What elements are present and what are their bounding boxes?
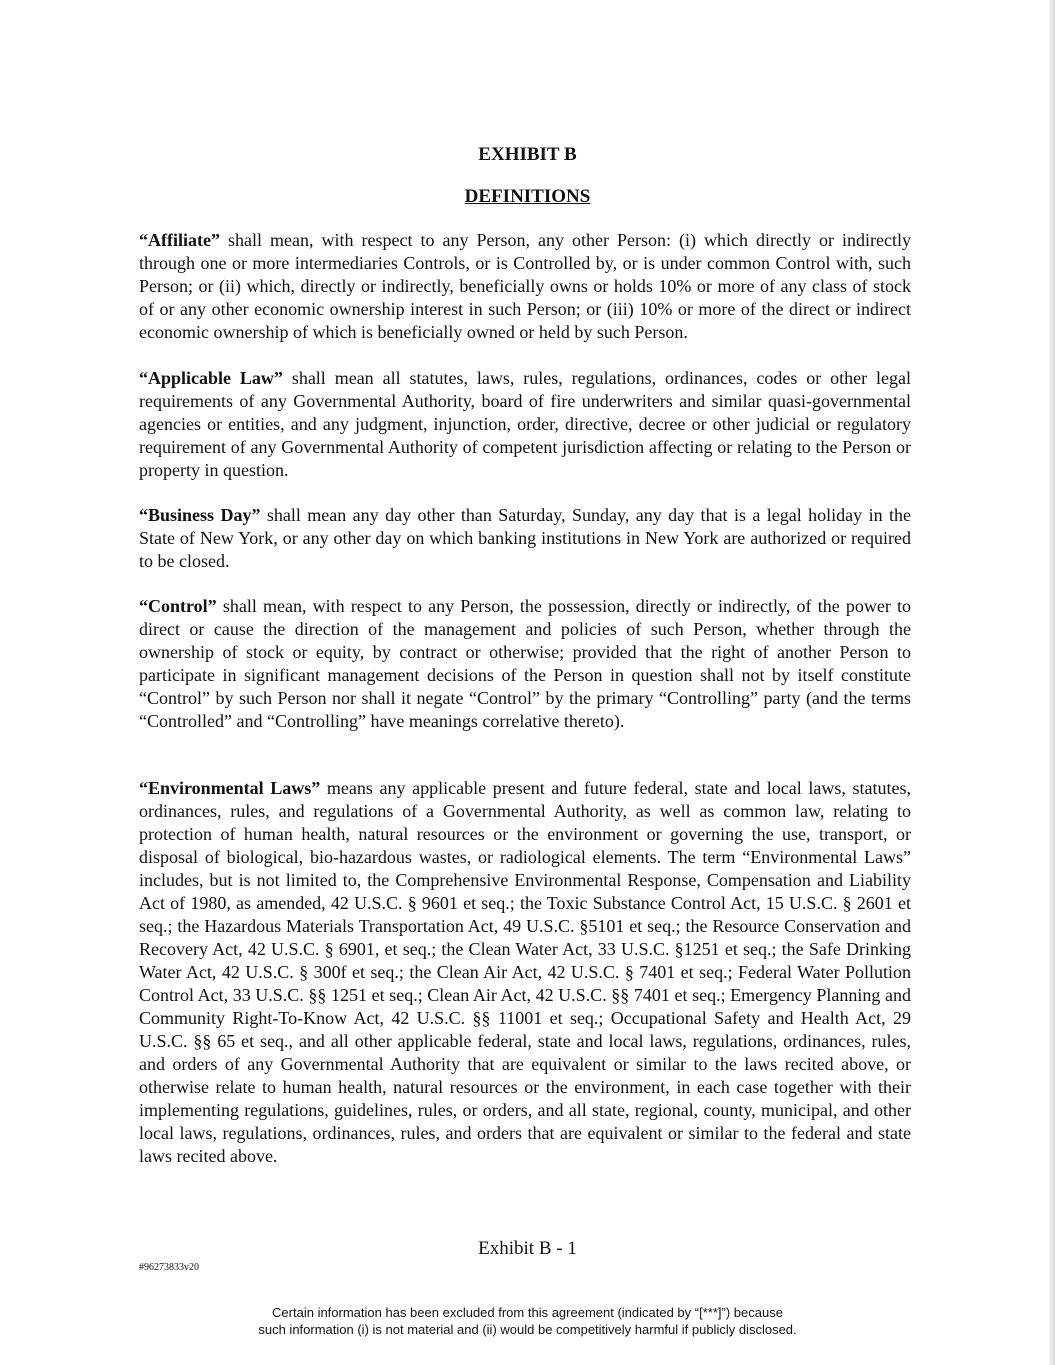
- redaction-notice: [0, 1304, 1055, 1338]
- definition-text: shall mean all statutes, laws, rules, regulations, ordinances, codes or other legal requirements of any Governmental Authority, board of fire underwriters and similar quasi-governmental agencies or entities, and any judgment, injunction, order, directive, decree or other judicial or regulatory requirement of any Governmental Authority of competent jurisdiction affecting or relating to the Person or property in question.: [139, 368, 911, 480]
- definition-affiliate: [139, 229, 911, 344]
- definition-text: shall mean, with respect to any Person, the possession, directly or indirectly, of the power to direct or cause the direction of the management and policies of such Person, whether through the ownership of stock or equity, by contract or otherwise; provided that the right of another Person to participate in significant management decisions of the Person in question shall not by itself constitute “Control” by such Person nor shall it negate “Control” by the primary “Controlling” party (and the terms “Controlled” and “Controlling” have meanings correlative thereto).: [139, 596, 911, 731]
- definition-text: means any applicable present and future federal, state and local laws, statutes, ordinances, rules, and regulations of a Governmental Authority, as well as common law, relating to protection of human health, natural resources or the environment or governing the use, transport, or disposal of biological, bio-hazardous wastes, or radiological elements. The term “Environmental Laws” includes, but is not limited to, the Comprehensive Environmental Response, Compensation and Liability Act of 1980, as amended, 42 U.S.C. § 9601 et seq.; the Toxic Substance Control Act, 15 U.S.C. § 2601 et seq.; the Hazardous Materials Transportation Act, 49 U.S.C. §5101 et seq.; the Resource Conservation and Recovery Act, 42 U.S.C. § 6901, et seq.; the Clean Water Act, 33 U.S.C. §1251 et seq.; the Safe Drinking Water Act, 42 U.S.C. § 300f et seq.; the Clean Air Act, 42 U.S.C. § 7401 et seq.; Federal Water Pollution Control Act, 33 U.S.C. §§ 1251 et seq.; Clean Air Act, 42 U.S.C. §§ 7401 et seq.; Emergency Planning and Community Right-To-Know Act, 42 U.S.C. §§ 11001 et seq.; Occupational Safety and Health Act, 29 U.S.C. §§ 65 et seq., and all other applicable federal, state and local laws, regulations, ordinances, rules, and orders of any Governmental Authority that are equivalent or similar to the laws recited above, or otherwise relate to human health, natural resources or the environment, in each case together with their implementing regulations, guidelines, rules, or orders, and all state, regional, county, municipal, and other local laws, regulations, ordinances, rules, and orders that are equivalent or similar to the federal and state laws recited above.: [139, 778, 911, 1166]
- definition-term: “Environmental Laws”: [139, 778, 321, 798]
- definition-term: “Control”: [139, 596, 217, 616]
- page-number-label: Exhibit B - 1: [478, 1238, 577, 1259]
- redaction-notice-line-2: such information (i) is not material and (ii) would be competitively harmful if publicly disclosed.: [258, 1322, 797, 1337]
- definition-term: “Applicable Law”: [139, 368, 283, 388]
- document-id: #96273833v20: [139, 1262, 199, 1273]
- definition-control: [139, 595, 911, 733]
- definition-text: shall mean, with respect to any Person, any other Person: (i) which directly or indirectly through one or more intermediaries Controls, or is Controlled by, or is under common Control with, such Person; or (ii) which, directly or indirectly, beneficially owns or holds 10% or more of any class of stock of or any other economic ownership interest in such Person; or (iii) 10% or more of the direct or indirect economic ownership of which is beneficially owned or held by such Person.: [139, 230, 911, 342]
- definition-term: “Affiliate”: [139, 230, 220, 250]
- definition-environmental-laws: [139, 777, 911, 1168]
- redaction-notice-line-1: Certain information has been excluded from this agreement (indicated by “[***]”) because: [272, 1305, 783, 1320]
- definition-text: shall mean any day other than Saturday, Sunday, any day that is a legal holiday in the State of New York, or any other day on which banking institutions in New York are authorized or required to be closed.: [139, 505, 911, 571]
- definition-applicable-law: [139, 367, 911, 482]
- section-title: DEFINITIONS: [464, 186, 591, 207]
- exhibit-title: EXHIBIT B: [478, 144, 577, 165]
- definition-term: “Business Day”: [139, 505, 261, 525]
- definition-business-day: [139, 504, 911, 573]
